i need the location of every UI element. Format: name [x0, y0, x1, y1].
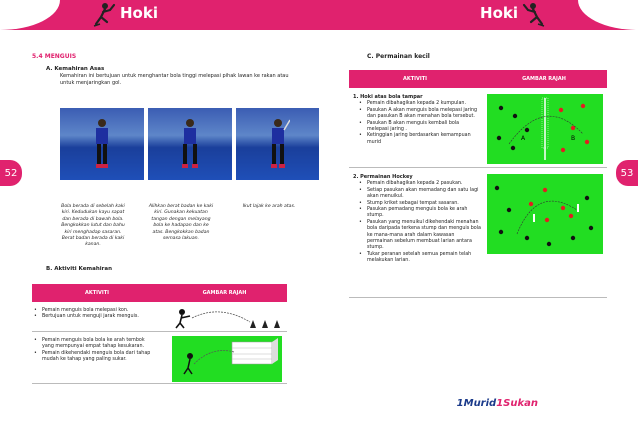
- list-item: • Tukar peranan setelah semua pemain telah melakukan larian.: [359, 252, 481, 265]
- list-item: • Pasukan B akan menguis kembali bola melepasi jaring .: [359, 121, 481, 134]
- header-banner: [0, 0, 319, 30]
- subsection-b-heading: B. Aktiviti Kemahiran: [46, 266, 113, 272]
- list-item: • Pemain dikehendaki menguis bola dari tahap mudah ke tahap yang paling sukar.: [34, 351, 154, 364]
- hockey-game-diagram: [487, 174, 603, 254]
- list-item: • Ketinggian jaring berdasarkan kemampuan murid: [359, 133, 481, 146]
- list-item: • Pasukan yang menuikul dikehendaki menahan bola daripada terkena stump dan menguis bola ke mana-mana arah dalam kawasan permainan sebelum membuat larian antara stump.: [359, 220, 481, 252]
- right-page: [319, 0, 638, 426]
- subsection-a-heading: A. Kemahiran Asas: [46, 66, 105, 72]
- skill-photo-3: [236, 108, 319, 180]
- caption-3: Ikut lajak ke arah atas.: [242, 204, 296, 209]
- page-title-left: Hoki: [120, 4, 158, 22]
- list-item: • Bertujuan untuk menguji jarak menguis.: [34, 314, 154, 320]
- cone-drill-diagram: [170, 306, 282, 330]
- list-item: • Pemain menguis bola melepasi kon.: [34, 308, 154, 314]
- hockey-player-icon: [92, 2, 116, 28]
- team-b-label: B: [571, 135, 576, 142]
- list-item: • Stump kriket sebagai tempat sasaran.: [359, 201, 481, 207]
- activity-title: 2. Permainan Hockey: [353, 174, 413, 180]
- skill-photo-2: [148, 108, 232, 180]
- table-header-activity: AKTIVITI: [32, 284, 162, 302]
- player-figure-icon: [266, 118, 290, 170]
- table-header-diagram: GAMBAR RAJAH: [162, 284, 287, 302]
- activity-title: 1. Hoki atas bola tampar: [353, 94, 423, 100]
- caption-1: Bola berada di sebelah kaki kiri. Kedudukan kayu sapat dan berada di bawah bola. Bengkokkan lutut dan bahu kiri menghadap sasaran. Berat badan berada di kaki kanan.: [61, 204, 125, 248]
- table-row: [349, 170, 607, 298]
- subsection-a-text: Kemahiran ini bertujuan untuk menghantar bola tinggi melepasi pihak lawan ke rakan atau untuk menjaringkan gol.: [60, 73, 289, 86]
- table-header-diagram: GAMBAR RAJAH: [481, 70, 607, 88]
- list-item: • Pasukan A akan menguis bola melepasi jaring dan pasukan B akan menahan bola tersebut.: [359, 108, 481, 121]
- list-item: • Pemain dibahagikan kepada 2 pasukan.: [359, 181, 481, 187]
- brand-logo: 1Murid1Sukan: [456, 398, 538, 409]
- wall-drill-diagram: [172, 336, 282, 382]
- list-item: • Pemain menguis bola bola ke arah tembok yang mempunyai empat tahap kesukaran.: [34, 338, 154, 351]
- team-a-label: A: [521, 135, 526, 142]
- list-item: • Pemain dibahagikan kepada 2 kumpulan.: [359, 101, 481, 107]
- page-number-right: 53: [616, 160, 638, 186]
- table-row: [349, 88, 607, 168]
- caption-2: Alihkan berat badan ke kaki kiri. Gunakan kekuatan tangan dengan melayang bola ke hadapan dan ke atas. Bengkokkan badan semasa lakuan.: [148, 204, 214, 242]
- page-title-right: Hoki: [480, 4, 518, 22]
- player-figure-icon: [90, 118, 114, 170]
- table-header-activity: AKTIVITI: [349, 70, 481, 88]
- table-row: [32, 334, 287, 384]
- table-row: [32, 302, 287, 332]
- hockey-player-icon: [522, 2, 546, 28]
- volleyball-hockey-diagram: [487, 94, 603, 164]
- skill-photo-1: [60, 108, 144, 180]
- section-title: 5.4 MENGUIS: [32, 53, 77, 60]
- list-item: • Pasukan pemadang menguis bola ke arah stump.: [359, 207, 481, 220]
- list-item: • Setiap pasukan akan memadang dan satu lagi akan menuikul.: [359, 188, 481, 201]
- subsection-c-heading: C. Permainan kecil: [367, 53, 430, 60]
- page-number-left: 52: [0, 160, 22, 186]
- player-figure-icon: [178, 118, 202, 170]
- header-banner: [319, 0, 638, 30]
